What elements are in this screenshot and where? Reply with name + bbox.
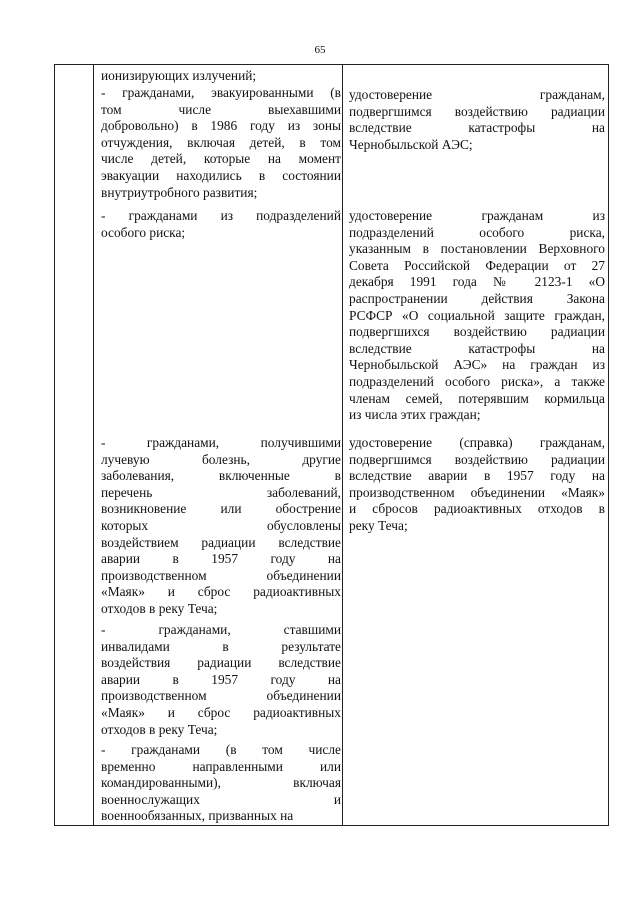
text-line: удостоверение гражданам, xyxy=(349,87,605,102)
text-line: воздействия радиации вследствие xyxy=(101,655,341,671)
text-line: - гражданами, эвакуированными (в xyxy=(101,85,341,100)
text-line: производственном объединении xyxy=(101,567,341,583)
text-line: - гражданами, ставшими xyxy=(101,622,341,637)
text-line: вследствие катастрофы на xyxy=(349,340,605,356)
text-line: особого риска; xyxy=(101,224,186,240)
text-line: РСФСР «О социальной защите граждан, xyxy=(349,307,605,323)
text-line: инвалидами в результате xyxy=(101,638,341,654)
text-line: заболевания, включенные в xyxy=(101,468,341,484)
text-line: «Маяк» и сброс радиоактивных xyxy=(101,584,341,600)
column-divider-2 xyxy=(342,65,343,825)
text-line: подвергшихся воздействию радиации xyxy=(349,324,605,340)
text-line: возникновение или обострение xyxy=(101,501,341,517)
text-line: военнослужащих и xyxy=(101,791,341,807)
text-line: членам семей, потерявшим кормильца xyxy=(349,390,605,406)
category-entry xyxy=(101,622,341,738)
category-entry xyxy=(101,435,341,618)
text-line: числе детей, которые на момент xyxy=(101,151,341,167)
text-line: указанным в постановлении Верховного xyxy=(349,241,605,257)
text-line: которых обусловлены xyxy=(101,517,341,533)
text-line: и сбросов радиоактивных отходов в xyxy=(349,501,605,517)
text-line: добровольно) в 1986 году из зоны xyxy=(101,118,341,134)
text-line: вследствие аварии в 1957 году на xyxy=(349,468,605,484)
text-line: временно направленными или xyxy=(101,758,341,774)
text-line: лучевую болезнь, другие xyxy=(101,451,341,467)
text-line: декабря 1991 года № 2123-1 «О xyxy=(349,274,605,290)
text-line: подразделений особого риска, xyxy=(349,224,605,240)
document-entry xyxy=(349,435,605,535)
text-line: военнообязанных, призванных на xyxy=(101,808,294,824)
text-line: - гражданами из подразделений xyxy=(101,208,341,223)
text-line: отчуждения, включая детей, в том xyxy=(101,134,341,150)
text-line: производственном объединении xyxy=(101,688,341,704)
text-line: вследствие катастрофы на xyxy=(349,120,605,136)
text-line: - гражданами, получившими xyxy=(101,435,341,450)
text-line: аварии в 1957 году на xyxy=(101,551,341,567)
text-line: из числа этих граждан; xyxy=(349,407,481,423)
category-entry xyxy=(101,85,341,201)
text-line: - гражданами (в том числе xyxy=(101,742,341,757)
text-line: аварии в 1957 году на xyxy=(101,671,341,687)
text-line: подразделений особого риска», а также xyxy=(349,373,605,389)
text-line: отходов в реку Теча; xyxy=(101,600,218,616)
text-line: Чернобыльской АЭС; xyxy=(349,136,473,152)
text-line: эвакуации находились в состоянии xyxy=(101,167,341,183)
text-line: подвергшимся воздействию радиации xyxy=(349,103,605,119)
text-line: внутриутробного развития; xyxy=(101,184,258,200)
page-number: 65 xyxy=(314,44,326,56)
text-line: реку Теча; xyxy=(349,517,408,533)
text-line: перечень заболеваний, xyxy=(101,484,341,500)
text-line: командированными), включая xyxy=(101,775,341,791)
text-line: подвергшимся воздействию радиации xyxy=(349,451,605,467)
text-line: Совета Российской Федерации от 27 xyxy=(349,257,605,273)
text-line: распространении действия Закона xyxy=(349,290,605,306)
text-line: удостоверение гражданам из xyxy=(349,208,605,223)
text-line: производственном объединении «Маяк» xyxy=(349,484,605,500)
text-line: удостоверение (справка) гражданам, xyxy=(349,435,605,450)
text-line: «Маяк» и сброс радиоактивных xyxy=(101,704,341,720)
document-entry xyxy=(349,208,605,424)
text-line: отходов в реку Теча; xyxy=(101,721,218,737)
category-entry xyxy=(101,68,341,85)
text-line: том числе выехавшими xyxy=(101,101,341,117)
column-divider-1 xyxy=(93,65,94,825)
text-line: Чернобыльской АЭС» на граждан из xyxy=(349,357,605,373)
category-entry xyxy=(101,742,341,825)
benefits-table xyxy=(54,64,609,826)
text-line: воздействием радиации вследствие xyxy=(101,534,341,550)
document-entry xyxy=(349,87,605,153)
category-entry xyxy=(101,208,341,241)
text-line: ионизирующих излучений; xyxy=(101,68,257,83)
